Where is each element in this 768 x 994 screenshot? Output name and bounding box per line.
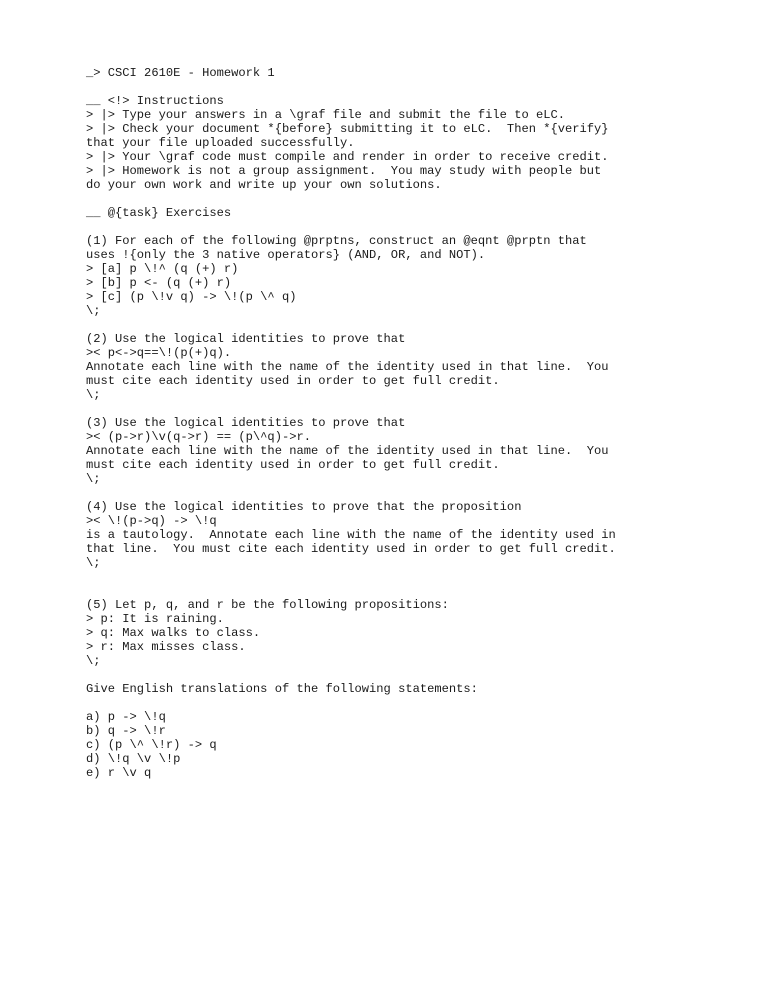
text-line: > |> Type your answers in a \graf file and submit the file to eLC. — [86, 108, 565, 122]
text-line: > [c] (p \!v q) -> \!(p \^ q) — [86, 290, 297, 304]
text-line: \; — [86, 654, 101, 668]
text-line: >< p<->q==\!(p(+)q). — [86, 346, 232, 360]
text-line: must cite each identity used in order to get full credit. — [86, 458, 500, 472]
text-line: __ <!> Instructions — [86, 94, 224, 108]
text-line: Annotate each line with the name of the identity used in that line. You — [86, 444, 609, 458]
text-line: d) \!q \v \!p — [86, 752, 181, 766]
text-line: a) p -> \!q — [86, 710, 166, 724]
text-line: \; — [86, 304, 101, 318]
blank-line — [86, 570, 746, 584]
text-line: is a tautology. Annotate each line with the name of the identity used in — [86, 528, 616, 542]
blank-line — [86, 192, 746, 206]
text-line: >< \!(p->q) -> \!q — [86, 514, 217, 528]
text-line: > |> Your \graf code must compile and render in order to receive credit. — [86, 150, 609, 164]
text-line: e) r \v q — [86, 766, 152, 780]
text-line: b) q -> \!r — [86, 724, 166, 738]
text-line: \; — [86, 388, 101, 402]
blank-line — [86, 486, 746, 500]
blank-line — [86, 402, 746, 416]
blank-line — [86, 668, 746, 682]
text-line: (1) For each of the following @prptns, construct an @eqnt @prptn that — [86, 234, 587, 248]
text-line: (2) Use the logical identities to prove that — [86, 332, 406, 346]
text-line: do your own work and write up your own solutions. — [86, 178, 442, 192]
text-line: > p: It is raining. — [86, 612, 224, 626]
text-line: > r: Max misses class. — [86, 640, 246, 654]
text-line: must cite each identity used in order to get full credit. — [86, 374, 500, 388]
text-line: \; — [86, 472, 101, 486]
text-line: (3) Use the logical identities to prove that — [86, 416, 406, 430]
text-line: > [b] p <- (q (+) r) — [86, 276, 232, 290]
blank-line — [86, 318, 746, 332]
blank-line — [86, 584, 746, 598]
text-line: __ @{task} Exercises — [86, 206, 232, 220]
text-line: (5) Let p, q, and r be the following propositions: — [86, 598, 449, 612]
text-line: > q: Max walks to class. — [86, 626, 261, 640]
text-line: \; — [86, 556, 101, 570]
text-line: > |> Homework is not a group assignment. You may study with people but — [86, 164, 602, 178]
text-line: >< (p->r)\v(q->r) == (p\^q)->r. — [86, 430, 311, 444]
text-line: Annotate each line with the name of the identity used in that line. You — [86, 360, 609, 374]
text-line: > [a] p \!^ (q (+) r) — [86, 262, 239, 276]
text-line: c) (p \^ \!r) -> q — [86, 738, 217, 752]
homework-document — [86, 66, 746, 780]
text-line: that line. You must cite each identity used in order to get full credit. — [86, 542, 616, 556]
text-line: > |> Check your document *{before} submitting it to eLC. Then *{verify} — [86, 122, 609, 136]
text-line: uses !{only the 3 native operators} (AND, OR, and NOT). — [86, 248, 486, 262]
text-line: that your file uploaded successfully. — [86, 136, 355, 150]
text-line: Give English translations of the following statements: — [86, 682, 478, 696]
blank-line — [86, 80, 746, 94]
blank-line — [86, 696, 746, 710]
text-line: (4) Use the logical identities to prove that the proposition — [86, 500, 522, 514]
text-line: _> CSCI 2610E - Homework 1 — [86, 66, 275, 80]
blank-line — [86, 220, 746, 234]
